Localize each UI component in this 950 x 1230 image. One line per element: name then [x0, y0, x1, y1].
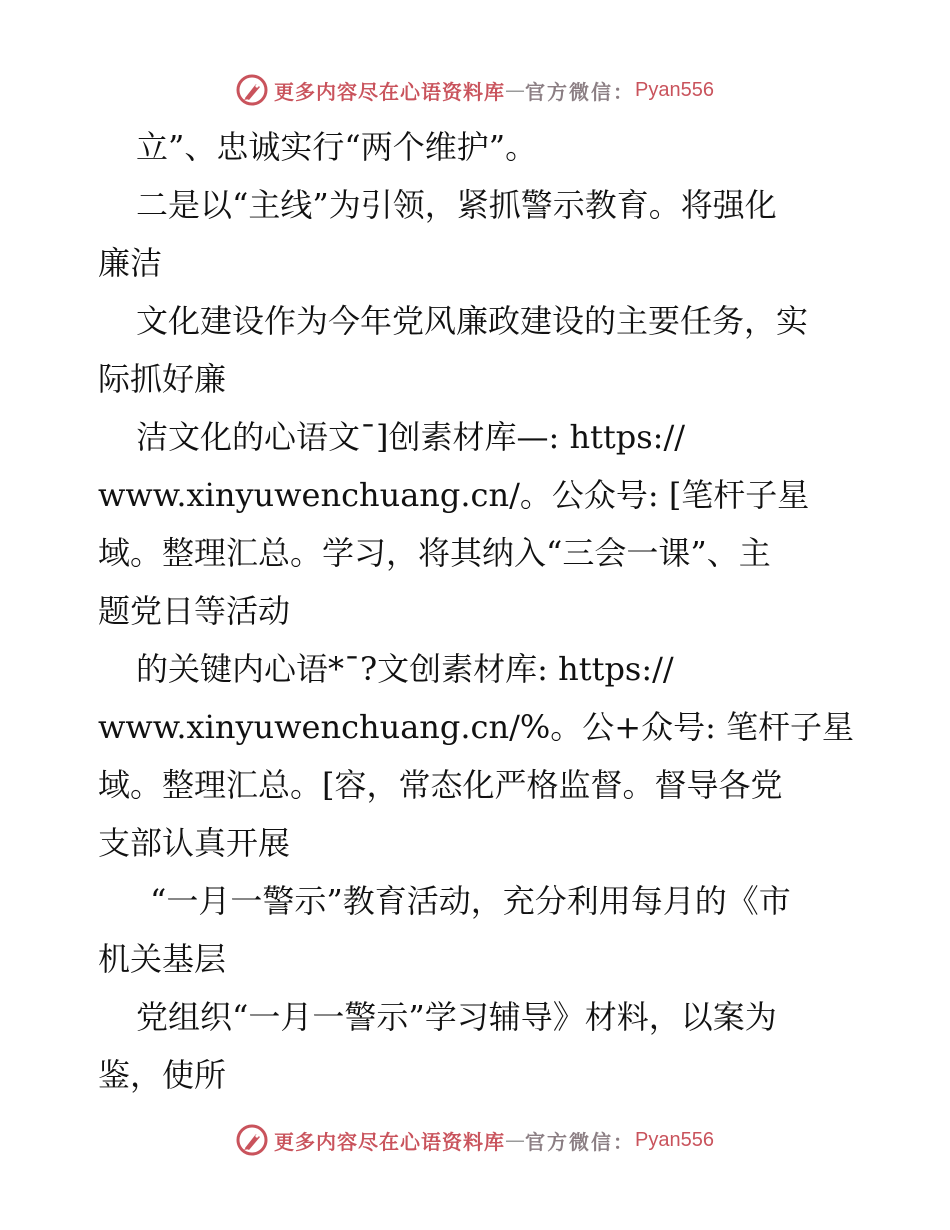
banner-wechat-id: Pyan556: [635, 1128, 714, 1151]
body-line: 立”、忠诚实行“两个维护”。: [136, 128, 538, 166]
banner-dash: —: [505, 1128, 526, 1152]
body-line: 域。整理汇总。学习，将其纳入“三会一课”、主: [98, 534, 771, 572]
banner-wechat-label: 官方微信：: [525, 1129, 636, 1154]
header-banner: [0, 70, 950, 110]
footer-banner: [0, 1120, 950, 1160]
body-line: 的关键内心语*¯?文创素材库: https://: [136, 650, 674, 688]
pen-logo-icon: [236, 74, 268, 106]
pen-logo-icon: [236, 1124, 268, 1156]
banner-main-text: 更多内容尽在心语资料库: [274, 1129, 506, 1154]
body-line: 鉴，使所: [98, 1056, 227, 1094]
banner-wechat-id: Pyan556: [635, 78, 714, 101]
body-line: www.xinyuwenchuang.cn/%。公+众号: 笔杆子星: [98, 708, 855, 746]
body-line: 际抓好廉: [98, 360, 227, 398]
body-line: “一月一警示”教育活动，充分利用每月的《市: [150, 882, 791, 920]
banner-wechat-label: 官方微信：: [525, 79, 636, 104]
document-body: [98, 118, 858, 1104]
banner-main-text: 更多内容尽在心语资料库: [274, 79, 506, 104]
banner-dash: —: [505, 78, 526, 102]
body-line: 二是以“主线”为引领，紧抓警示教育。将强化: [136, 186, 777, 224]
body-line: 廉洁: [98, 244, 163, 282]
body-line: 题党日等活动: [98, 592, 291, 630]
body-line: 支部认真开展: [98, 824, 291, 862]
body-line: 域。整理汇总。[容，常态化严格监督。督导各党: [98, 766, 783, 804]
body-line: 文化建设作为今年党风廉政建设的主要任务，实: [136, 302, 809, 340]
body-line: 机关基层: [98, 940, 227, 978]
body-line: www.xinyuwenchuang.cn/。公众号: [笔杆子星: [98, 476, 810, 514]
body-line: 洁文化的心语文¯]创素材库—: https://: [136, 418, 686, 456]
body-line: 党组织“一月一警示”学习辅导》材料，以案为: [136, 998, 777, 1036]
